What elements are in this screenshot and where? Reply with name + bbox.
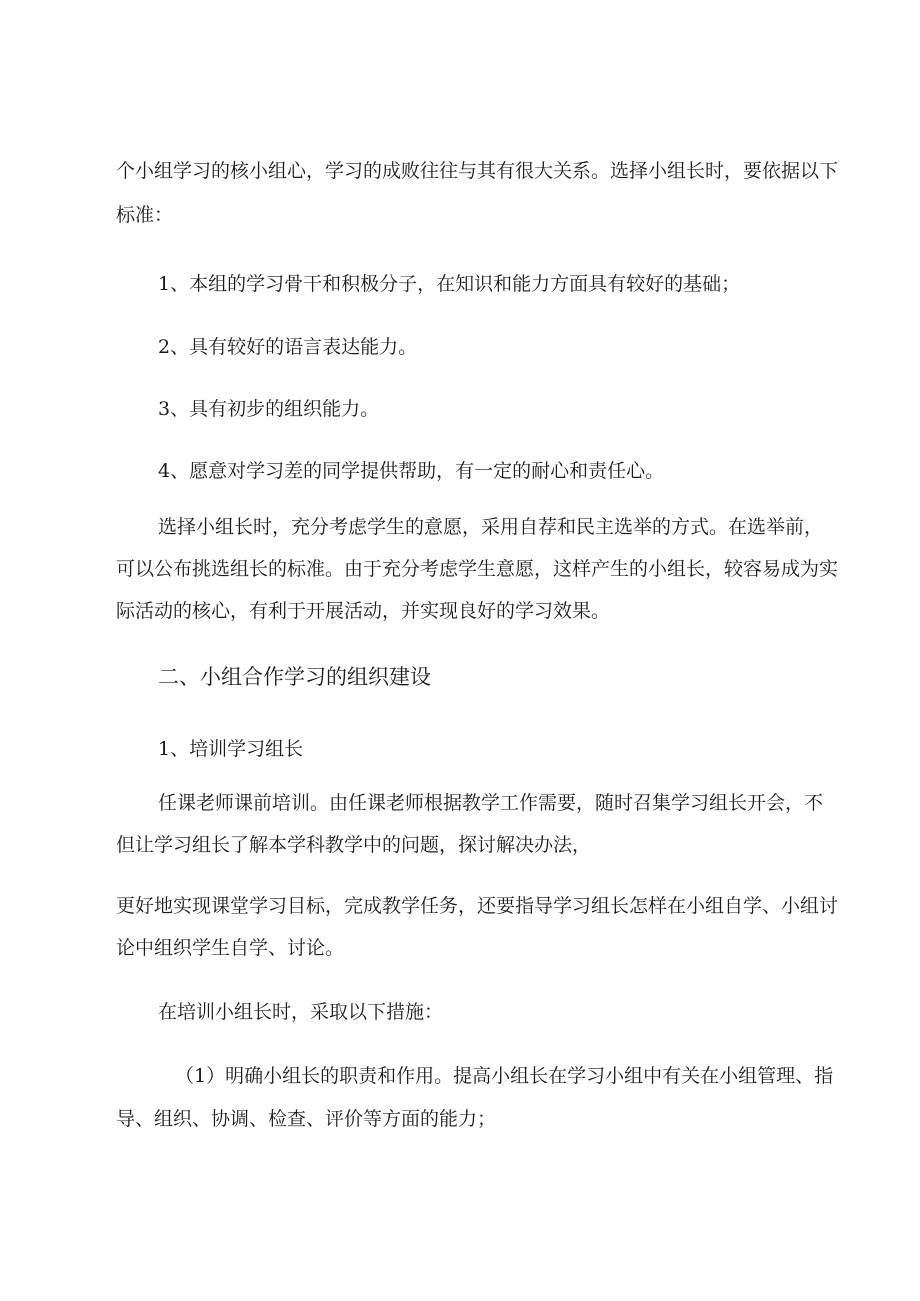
- intro-paragraph-line-1: 个小组学习的核小组心，学习的成败往往与其有很大关系。选择小组长时，要依据以下: [116, 160, 839, 182]
- measure-1-line-1: （1）明确小组长的职责和作用。提高小组长在学习小组中有关在小组管理、指: [175, 1065, 834, 1087]
- criterion-3: 3、具有初步的组织能力。: [158, 398, 380, 420]
- intro-paragraph-line-2: 标准：: [116, 204, 174, 226]
- training-paragraph-line-1: 任课老师课前培训。由任课老师根据教学工作需要，随时召集学习组长开会，不: [158, 792, 824, 814]
- measures-intro: 在培训小组长时，采取以下措施：: [158, 1001, 444, 1023]
- subsection-heading: 1、培训学习组长: [158, 738, 304, 760]
- training-paragraph-line-2: 但让学习组长了解本学科教学中的问题，探讨解决办法，: [116, 834, 592, 856]
- goal-paragraph-line-1: 更好地实现课堂学习目标，完成教学任务，还要指导学习组长怎样在小组自学、小组讨: [116, 895, 839, 917]
- goal-paragraph-line-2: 论中组织学生自学、讨论。: [116, 937, 345, 959]
- criterion-4: 4、愿意对学习差的同学提供帮助，有一定的耐心和责任心。: [158, 460, 665, 482]
- section-heading: 二、小组合作学习的组织建设: [158, 665, 431, 689]
- criterion-1: 1、本组的学习骨干和积极分子，在知识和能力方面具有较好的基础；: [158, 273, 741, 295]
- selection-paragraph-line-2: 可以公布挑选组长的标准。由于充分考虑学生意愿，这样产生的小组长，较容易成为实: [116, 558, 839, 580]
- measure-1-line-2: 导、组织、协调、检查、评价等方面的能力；: [116, 1108, 497, 1130]
- selection-paragraph-line-3: 际活动的核心，有利于开展活动，并实现良好的学习效果。: [116, 600, 611, 622]
- criterion-2: 2、具有较好的语言表达能力。: [158, 336, 418, 358]
- selection-paragraph-line-1: 选择小组长时，充分考虑学生的意愿，采用自荐和民主选举的方式。在选举前，: [158, 516, 824, 538]
